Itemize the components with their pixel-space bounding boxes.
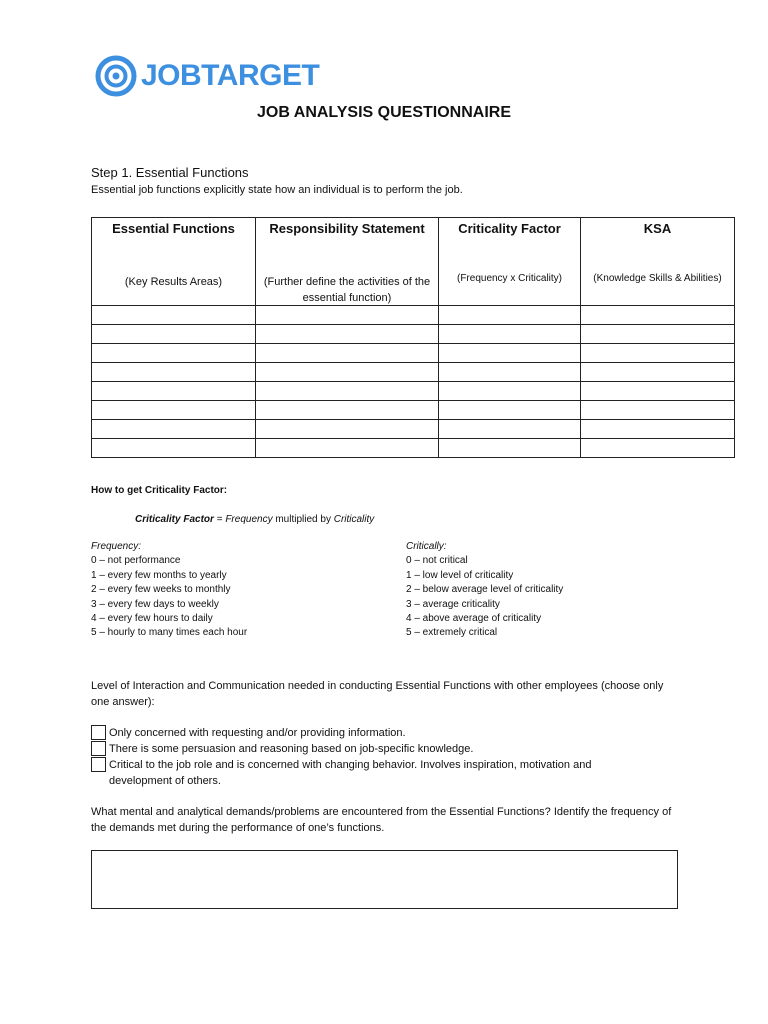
target-logo-icon <box>95 55 137 97</box>
interaction-option-3 <box>91 757 651 789</box>
interaction-option-1 <box>91 725 406 741</box>
table-cell[interactable] <box>581 325 735 344</box>
checkbox-2[interactable] <box>91 741 106 756</box>
essential-functions-table <box>91 217 735 458</box>
step-title: Step 1. Essential Functions <box>91 165 249 180</box>
frequency-heading: Frequency: <box>91 541 142 552</box>
table-cell[interactable] <box>439 382 581 401</box>
column-criticality-factor <box>439 218 581 306</box>
table-cell[interactable] <box>256 401 439 420</box>
table-cell[interactable] <box>439 420 581 439</box>
frequency-list <box>91 540 247 641</box>
table-cell[interactable] <box>92 401 256 420</box>
column-ksa <box>581 218 735 306</box>
table-cell[interactable] <box>256 363 439 382</box>
table-row <box>92 325 735 344</box>
table-row <box>92 363 735 382</box>
table-cell[interactable] <box>256 306 439 325</box>
formula-term: Criticality Factor <box>135 514 214 525</box>
table-row <box>92 306 735 325</box>
critically-heading: Critically: <box>406 541 447 552</box>
column-responsibility-statement <box>256 218 439 306</box>
table-cell[interactable] <box>439 439 581 458</box>
step-description: Essential job functions explicitly state how an individual is to perform the job. <box>91 184 463 196</box>
list-item: 0 – not performance <box>91 555 181 567</box>
table-cell[interactable] <box>581 382 735 401</box>
formula-frequency: Frequency <box>225 514 273 525</box>
table-row <box>92 439 735 458</box>
table-cell[interactable] <box>581 344 735 363</box>
column-sublabel: (Knowledge Skills & Abilities) <box>593 273 722 284</box>
column-label: Criticality Factor <box>458 221 561 236</box>
criticality-how-to: How to get Criticality Factor: <box>91 485 228 496</box>
table-cell[interactable] <box>581 306 735 325</box>
table-cell[interactable] <box>92 325 256 344</box>
list-item: 1 – every few months to yearly <box>91 569 227 581</box>
logo-text: JOBTARGET <box>141 59 320 92</box>
table-cell[interactable] <box>92 344 256 363</box>
option-label: Critical to the job role and is concerned with changing behavior. Involves inspiration, motivation and development of others. <box>109 759 592 787</box>
table-cell[interactable] <box>256 439 439 458</box>
table-cell[interactable] <box>581 363 735 382</box>
table-cell[interactable] <box>439 401 581 420</box>
option-label: Only concerned with requesting and/or providing information. <box>109 727 406 739</box>
table-cell[interactable] <box>581 401 735 420</box>
table-row <box>92 401 735 420</box>
formula-criticality: Criticality <box>333 514 375 525</box>
logo <box>95 53 319 99</box>
table-cell[interactable] <box>256 382 439 401</box>
table-cell[interactable] <box>92 306 256 325</box>
table-cell[interactable] <box>92 382 256 401</box>
list-item: 2 – every few weeks to monthly <box>91 584 231 596</box>
table-cell[interactable] <box>581 420 735 439</box>
column-sublabel: (Frequency x Criticality) <box>456 273 563 284</box>
table-header-row <box>92 218 735 306</box>
table-cell[interactable] <box>439 363 581 382</box>
list-item: 3 – average criticality <box>406 598 500 610</box>
column-label: Responsibility Statement <box>269 221 425 236</box>
column-sublabel: (Further define the activities of the essential function) <box>263 276 431 304</box>
table-cell[interactable] <box>581 439 735 458</box>
mental-demands-answer-box[interactable] <box>91 850 678 909</box>
table-row <box>92 420 735 439</box>
table-cell[interactable] <box>256 420 439 439</box>
table-cell[interactable] <box>256 325 439 344</box>
table-cell[interactable] <box>92 439 256 458</box>
table-cell[interactable] <box>256 344 439 363</box>
list-item: 5 – hourly to many times each hour <box>91 627 248 639</box>
interaction-option-2 <box>91 741 473 757</box>
critically-list <box>406 540 563 641</box>
option-label: There is some persuasion and reasoning based on job-specific knowledge. <box>109 743 474 755</box>
page-title: JOB ANALYSIS QUESTIONNAIRE <box>257 104 511 121</box>
checkbox-1[interactable] <box>91 725 106 740</box>
table-row <box>92 344 735 363</box>
list-item: 4 – every few hours to daily <box>91 613 213 625</box>
table-cell[interactable] <box>92 420 256 439</box>
formula-equals: = <box>213 514 226 525</box>
list-item: 3 – every few days to weekly <box>91 598 219 610</box>
criticality-formula <box>135 514 374 525</box>
column-label: KSA <box>643 221 672 236</box>
table-body <box>92 306 735 458</box>
list-item: 1 – low level of criticality <box>406 569 514 581</box>
formula-multiplied: multiplied by <box>272 514 334 525</box>
mental-demands-question: What mental and analytical demands/problems are encountered from the Essential Functions? Identify the frequency of the demands met during the performance of one’s functions. <box>91 806 672 834</box>
table-cell[interactable] <box>439 306 581 325</box>
column-label: Essential Functions <box>112 221 235 236</box>
table-cell[interactable] <box>92 363 256 382</box>
list-item: 0 – not critical <box>406 555 468 567</box>
table-cell[interactable] <box>439 344 581 363</box>
list-item: 2 – below average level of criticality <box>406 584 564 596</box>
interaction-question: Level of Interaction and Communication needed in conducting Essential Functions with other employees (choose only one answer): <box>91 680 664 708</box>
checkbox-3[interactable] <box>91 757 106 772</box>
column-sublabel: (Key Results Areas) <box>124 276 223 288</box>
list-item: 4 – above average of criticality <box>406 613 542 625</box>
column-essential-functions <box>92 218 256 306</box>
list-item: 5 – extremely critical <box>406 627 498 639</box>
table-row <box>92 382 735 401</box>
table-cell[interactable] <box>439 325 581 344</box>
